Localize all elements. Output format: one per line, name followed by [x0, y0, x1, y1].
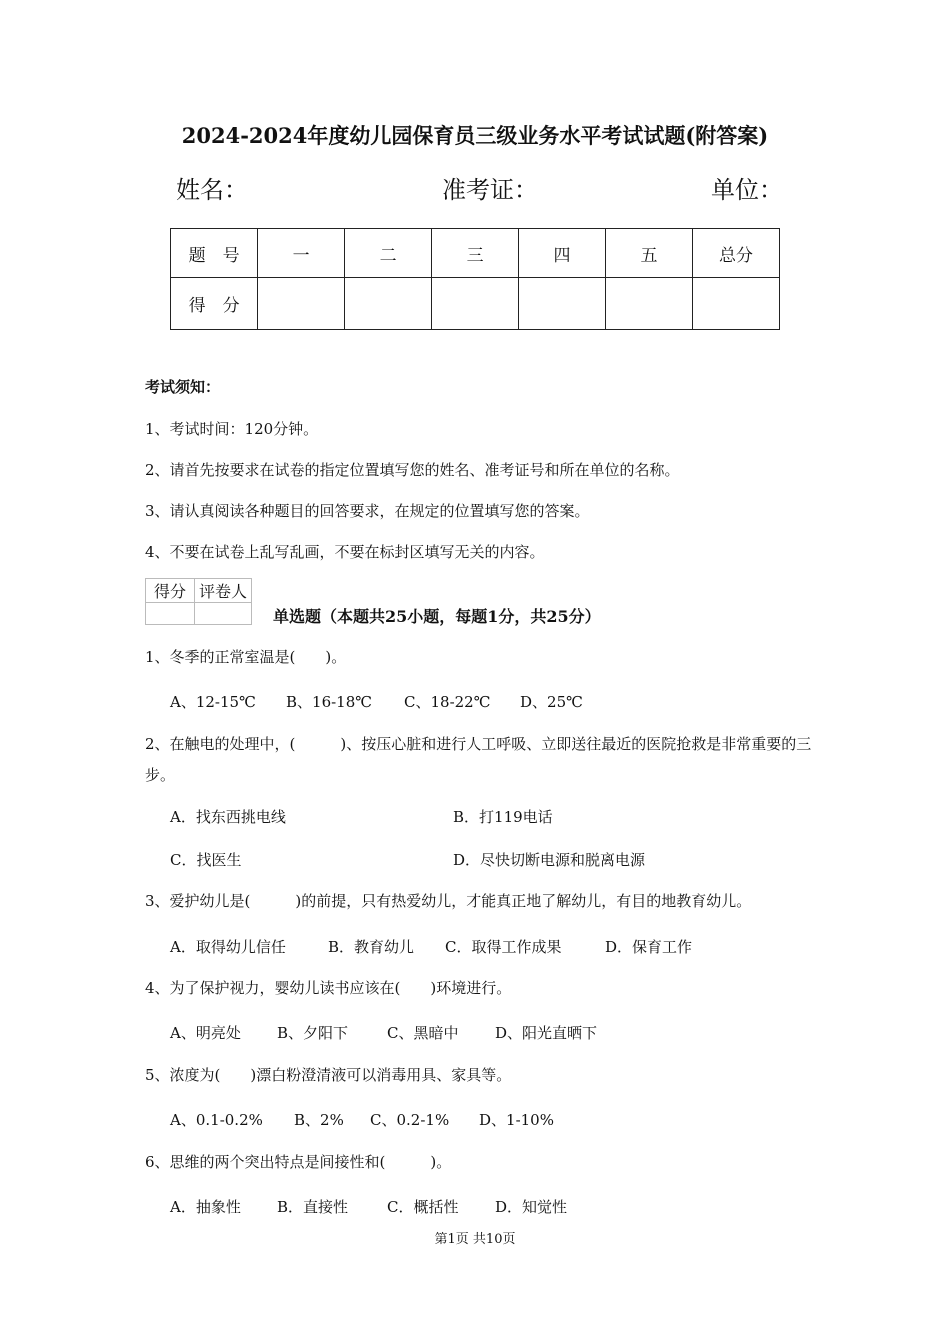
question-1: 1、冬季的正常室温是( )。 [145, 648, 347, 666]
header-cell: 总分 [692, 229, 779, 278]
option-a[interactable]: A．抽象性 [170, 1198, 241, 1216]
unit-label: 单位： [711, 176, 783, 204]
score-table-score-row [171, 278, 780, 330]
option-d[interactable]: D、25℃ [520, 693, 583, 711]
option-b[interactable]: B、16-18℃ [286, 693, 373, 711]
note-item: 2、请首先按要求在试卷的指定位置填写您的姓名、准考证号和所在单位的名称。 [145, 461, 680, 479]
option-b[interactable]: B、2% [294, 1111, 344, 1129]
header-cell: 一 [258, 229, 345, 278]
header-cell: 五 [606, 229, 693, 278]
option-b[interactable]: B．打119电话 [453, 808, 553, 826]
row-label: 得 分 [171, 278, 258, 330]
option-d[interactable]: D．尽快切断电源和脱离电源 [453, 851, 646, 869]
page-title: 2024-2024年度幼儿园保育员三级业务水平考试试题(附答案) [181, 123, 769, 148]
grader-reviewer-cell[interactable] [195, 603, 252, 625]
grader-score-label: 得分 [146, 579, 195, 603]
note-item: 4、不要在试卷上乱写乱画，不要在标封区填写无关的内容。 [145, 543, 545, 561]
header-cell: 题 号 [171, 229, 258, 278]
score-cell[interactable] [258, 278, 345, 330]
note-item: 1、考试时间：120分钟。 [145, 420, 319, 438]
question-5: 5、浓度为( )漂白粉澄清液可以消毒用具、家具等。 [145, 1066, 512, 1084]
note-item: 3、请认真阅读各种题目的回答要求，在规定的位置填写您的答案。 [145, 502, 590, 520]
option-a[interactable]: A．找东西挑电线 [170, 808, 286, 826]
option-d[interactable]: D、1-10% [479, 1111, 554, 1129]
grader-reviewer-label: 评卷人 [195, 579, 252, 603]
option-a[interactable]: A、明亮处 [170, 1024, 241, 1042]
score-table [170, 228, 780, 330]
option-b[interactable]: B．教育幼儿 [328, 938, 415, 956]
option-b[interactable]: B、夕阳下 [277, 1024, 349, 1042]
question-6: 6、思维的两个突出特点是间接性和( )。 [145, 1153, 452, 1171]
page-footer: 第1页 共10页 [434, 1232, 516, 1247]
header-cell: 三 [432, 229, 519, 278]
option-c[interactable]: C、0.2-1% [370, 1111, 450, 1129]
option-a[interactable]: A、0.1-0.2% [170, 1111, 263, 1129]
question-3: 3、爱护幼儿是( )的前提，只有热爱幼儿，才能真正地了解幼儿，有目的地教育幼儿。 [145, 892, 752, 910]
grader-score-cell[interactable] [146, 603, 195, 625]
option-c[interactable]: C．找医生 [170, 851, 242, 869]
score-cell[interactable] [432, 278, 519, 330]
score-cell[interactable] [606, 278, 693, 330]
option-c[interactable]: C、黑暗中 [387, 1024, 459, 1042]
score-cell[interactable] [345, 278, 432, 330]
ticket-label: 准考证： [442, 176, 538, 204]
option-d[interactable]: D．知觉性 [495, 1198, 568, 1216]
option-d[interactable]: D、阳光直晒下 [495, 1024, 598, 1042]
section-title: 单选题（本题共25小题，每题1分，共25分） [273, 607, 601, 626]
header-cell: 四 [519, 229, 606, 278]
option-c[interactable]: C．概括性 [387, 1198, 459, 1216]
header-cell: 二 [345, 229, 432, 278]
question-4: 4、为了保护视力，婴幼儿读书应该在( )环境进行。 [145, 979, 512, 997]
question-2: 2、在触电的处理中，( )、按压心脏和进行人工呼吸、立即送往最近的医院抢救是非常重要的三步。 [145, 735, 812, 784]
option-c[interactable]: C、18-22℃ [404, 693, 491, 711]
option-a[interactable]: A．取得幼儿信任 [170, 938, 286, 956]
score-cell[interactable] [692, 278, 779, 330]
notes-title: 考试须知： [145, 378, 221, 396]
name-label: 姓名： [176, 176, 248, 204]
grader-box [145, 578, 252, 625]
option-a[interactable]: A、12-15℃ [170, 693, 256, 711]
option-c[interactable]: C．取得工作成果 [445, 938, 562, 956]
option-d[interactable]: D．保育工作 [605, 938, 693, 956]
option-b[interactable]: B．直接性 [277, 1198, 349, 1216]
score-table-header-row [171, 229, 780, 278]
score-cell[interactable] [519, 278, 606, 330]
